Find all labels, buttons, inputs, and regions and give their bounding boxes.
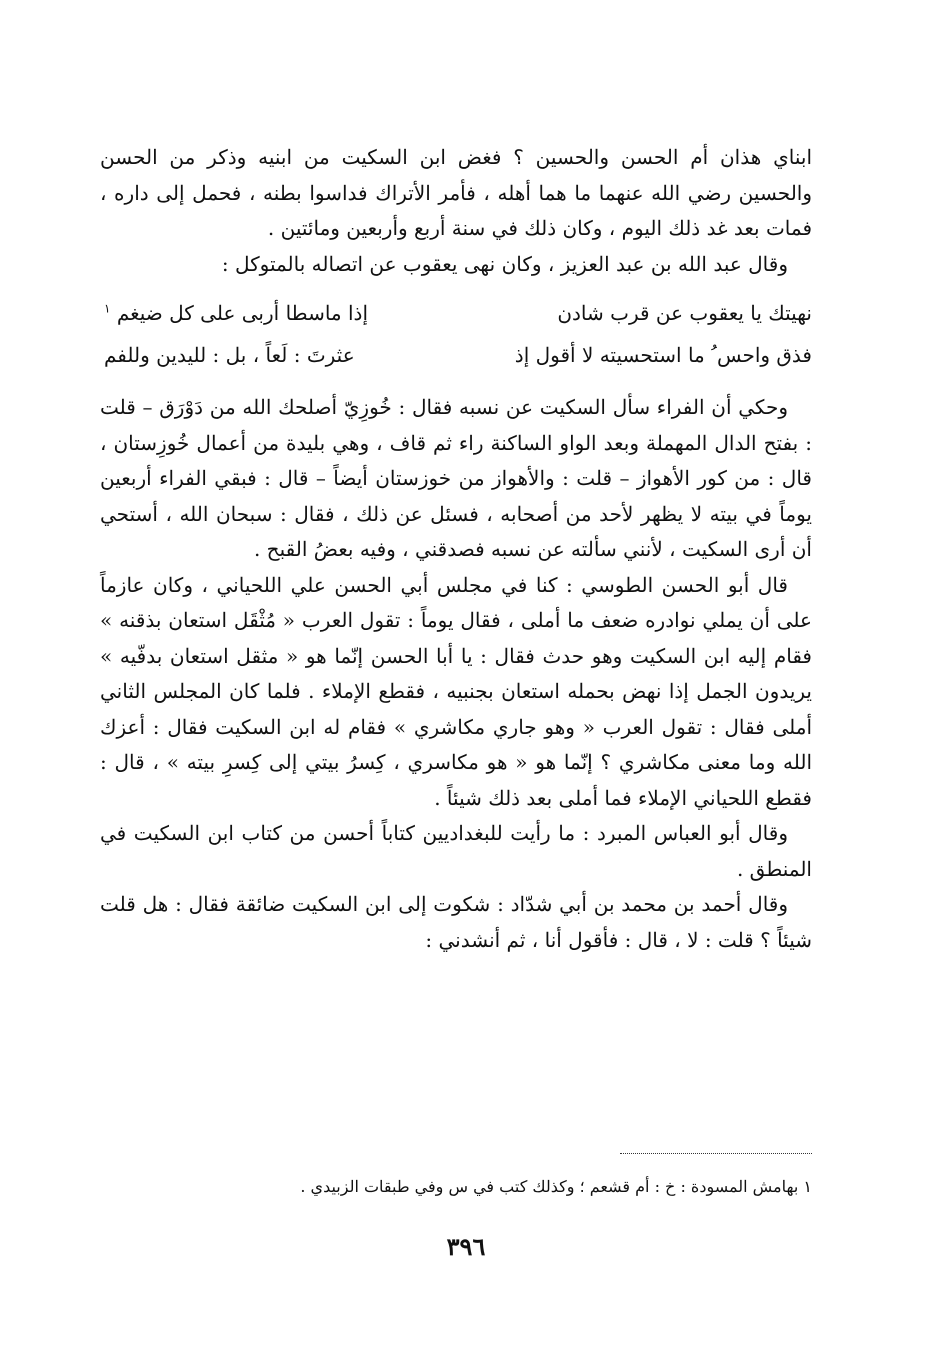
footnote-number: ١ — [803, 1177, 812, 1196]
verse-1-first-hemistich: نهيتك يا يعقوب عن قرب شادن — [557, 301, 812, 325]
paragraph-4: قال أبو الحسن الطوسي : كنا في مجلس أبي الحسن علي اللحياني ، وكان عازماً على أن يملي نوادره ضعف ما أملى ، فقال يوماً : تقول العرب « مُثْقَل استعان بذقنه » فقام إليه ابن السكيت وهو حدث فقال : يا أبا الحسن إنّما هو « مثقل استعان بدفّيه » يريدون الجمل إذا نهض بحمله استعان بجنبيه ، فقطع الإملاء . فلما كان المجلس الثاني أملى فقال : تقول العرب « وهو جاري مكاشري » فقام له ابن السكيت فقال : أعزك الله وما معنى مكاشري ؟ إنّما هو « هو مكاسري ، كِسرُ بيتي إلى كِسرِ بيته » ، قال : فقطع اللحياني الإملاء فما أملى بعد ذلك شيئاً . — [100, 572, 813, 810]
paragraph-1: ابناي هذان أم الحسن والحسين ؟ فغض ابن السكيت من ابنيه وذكر من الحسن والحسين رضي الله عنهما ما هما أهله ، فأمر الأتراك فداسوا بطنه ، فحمل إلى داره ، فمات بعد غد ذلك اليوم ، وكان ذلك في سنة أربع وأربعين ومائتين . — [100, 145, 812, 240]
paragraph-5: وقال أبو العباس المبرد : ما رأيت للبغداديين كتاباً أحسن من كتاب ابن السكيت في المنطق . — [100, 821, 812, 881]
paragraph-2: وقال عبد الله بن عبد العزيز ، وكان نهى يعقوب عن اتصاله بالمتوكل : — [221, 251, 788, 276]
verse-line-2 — [100, 334, 812, 376]
body-text — [100, 140, 812, 958]
paragraph-3: وحكي أن الفراء سأل السكيت عن نسبه فقال : خُوزِيّ أصلحك الله من دَوْرَق – قلت : بفتح الدال المهملة وبعد الواو الساكنة راء ثم قاف ، وهي بليدة من أعمال خُوزِستان ، قال : من كور الأهواز – قلت : والأهواز من خوزستان أيضاً – قال : فبقي الفراء أربعين يوماً في بيته لا يظهر لأحد من أصحابه ، فسئل عن ذلك ، فقال : سبحان الله ، أستحي أن أرى السكيت ، لأنني سألته عن نسبه فصدقني ، وفيه بعضُ القبح . — [100, 395, 812, 561]
verse-2-second-hemistich: عثرتَ : لَعاً ، بل : لليدين وللفم — [104, 343, 355, 367]
footnote — [100, 1174, 812, 1200]
verse-line-1 — [100, 292, 812, 334]
paragraph-6: وقال أحمد بن محمد بن أبي شدّاد : شكوت إلى ابن السكيت ضائقة فقال : هل قلت شيئاً ؟ قلت : لا ، قال : فأقول أنا ، ثم أنشدني : — [100, 892, 812, 952]
footnote-ref: ١ — [104, 301, 111, 316]
verse-2-first-hemistich: فذق واحس ُ ما استحسيته لا أقول إذ — [514, 343, 812, 367]
page-number: ٣٩٦ — [446, 1232, 486, 1261]
poem-verse — [100, 292, 812, 376]
footnote-separator — [620, 1153, 812, 1154]
footnote-text: بهامش المسودة : خ : أم قشعم ؛ وكذلك كتب في س وفي طبقات الزبيدي . — [300, 1177, 799, 1196]
verse-1-second-hemistich: إذا ماسطا أربى على كل ضيغم $^١$ — [104, 301, 369, 325]
